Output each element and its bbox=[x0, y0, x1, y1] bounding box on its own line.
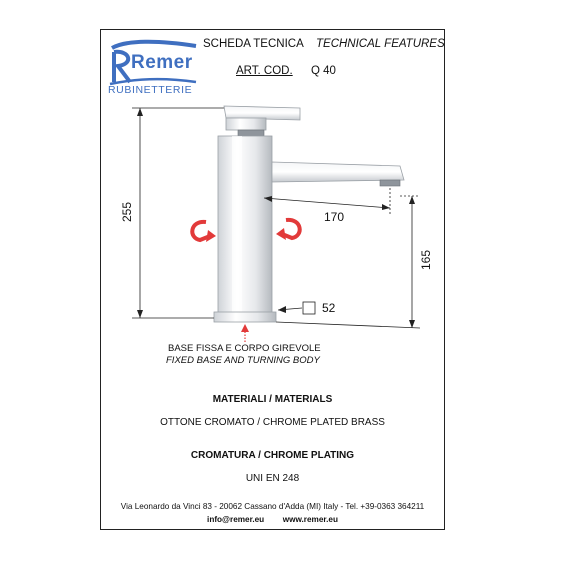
materials-heading: MATERIALI / MATERIALS bbox=[212, 394, 333, 405]
base-pointer-arrow-icon bbox=[241, 324, 249, 342]
rotation-arrow-left-icon bbox=[192, 222, 216, 242]
logo-subtitle: RUBINETTERIE bbox=[108, 84, 193, 96]
materials-value: OTTONE CROMATO / CHROME PLATED BRASS bbox=[160, 417, 385, 428]
logo-wordmark: Remer bbox=[131, 52, 193, 73]
faucet-base bbox=[214, 312, 276, 322]
base-note-italian: BASE FISSA E CORPO GIREVOLE bbox=[168, 343, 321, 354]
dimension-arrows bbox=[137, 108, 415, 328]
plating-heading: CROMATURA / CHROME PLATING bbox=[190, 450, 355, 461]
dimension-spout-reach: 170 bbox=[324, 210, 345, 224]
square-symbol-icon bbox=[303, 302, 315, 314]
dimension-spout-height: 165 bbox=[419, 249, 434, 271]
rotation-arrow-right-icon bbox=[276, 220, 300, 240]
footer-web[interactable]: www.remer.eu bbox=[282, 515, 338, 524]
faucet-lever bbox=[224, 106, 300, 136]
footer-address: Via Leonardo da Vinci 83 - 20062 Cassano d'Adda (MI) Italy - Tel. +39-0363 364211 bbox=[120, 502, 425, 511]
faucet-body bbox=[218, 136, 272, 314]
dimension-base-size: 52 bbox=[322, 301, 336, 315]
faucet-spout bbox=[272, 162, 404, 186]
base-note-english: FIXED BASE AND TURNING BODY bbox=[166, 355, 320, 366]
footer-email[interactable]: info@remer.eu bbox=[207, 515, 265, 524]
title-english: TECHNICAL FEATURES bbox=[316, 38, 445, 50]
dimension-height-total: 255 bbox=[120, 201, 135, 223]
title-italian: SCHEDA TECNICA bbox=[203, 38, 304, 50]
plating-value: UNI EN 248 bbox=[245, 473, 300, 484]
art-code-value: Q 40 bbox=[311, 65, 336, 77]
dimension-lines bbox=[132, 108, 420, 328]
art-code-label: ART. COD. bbox=[236, 65, 293, 77]
footer-contacts bbox=[100, 515, 445, 524]
